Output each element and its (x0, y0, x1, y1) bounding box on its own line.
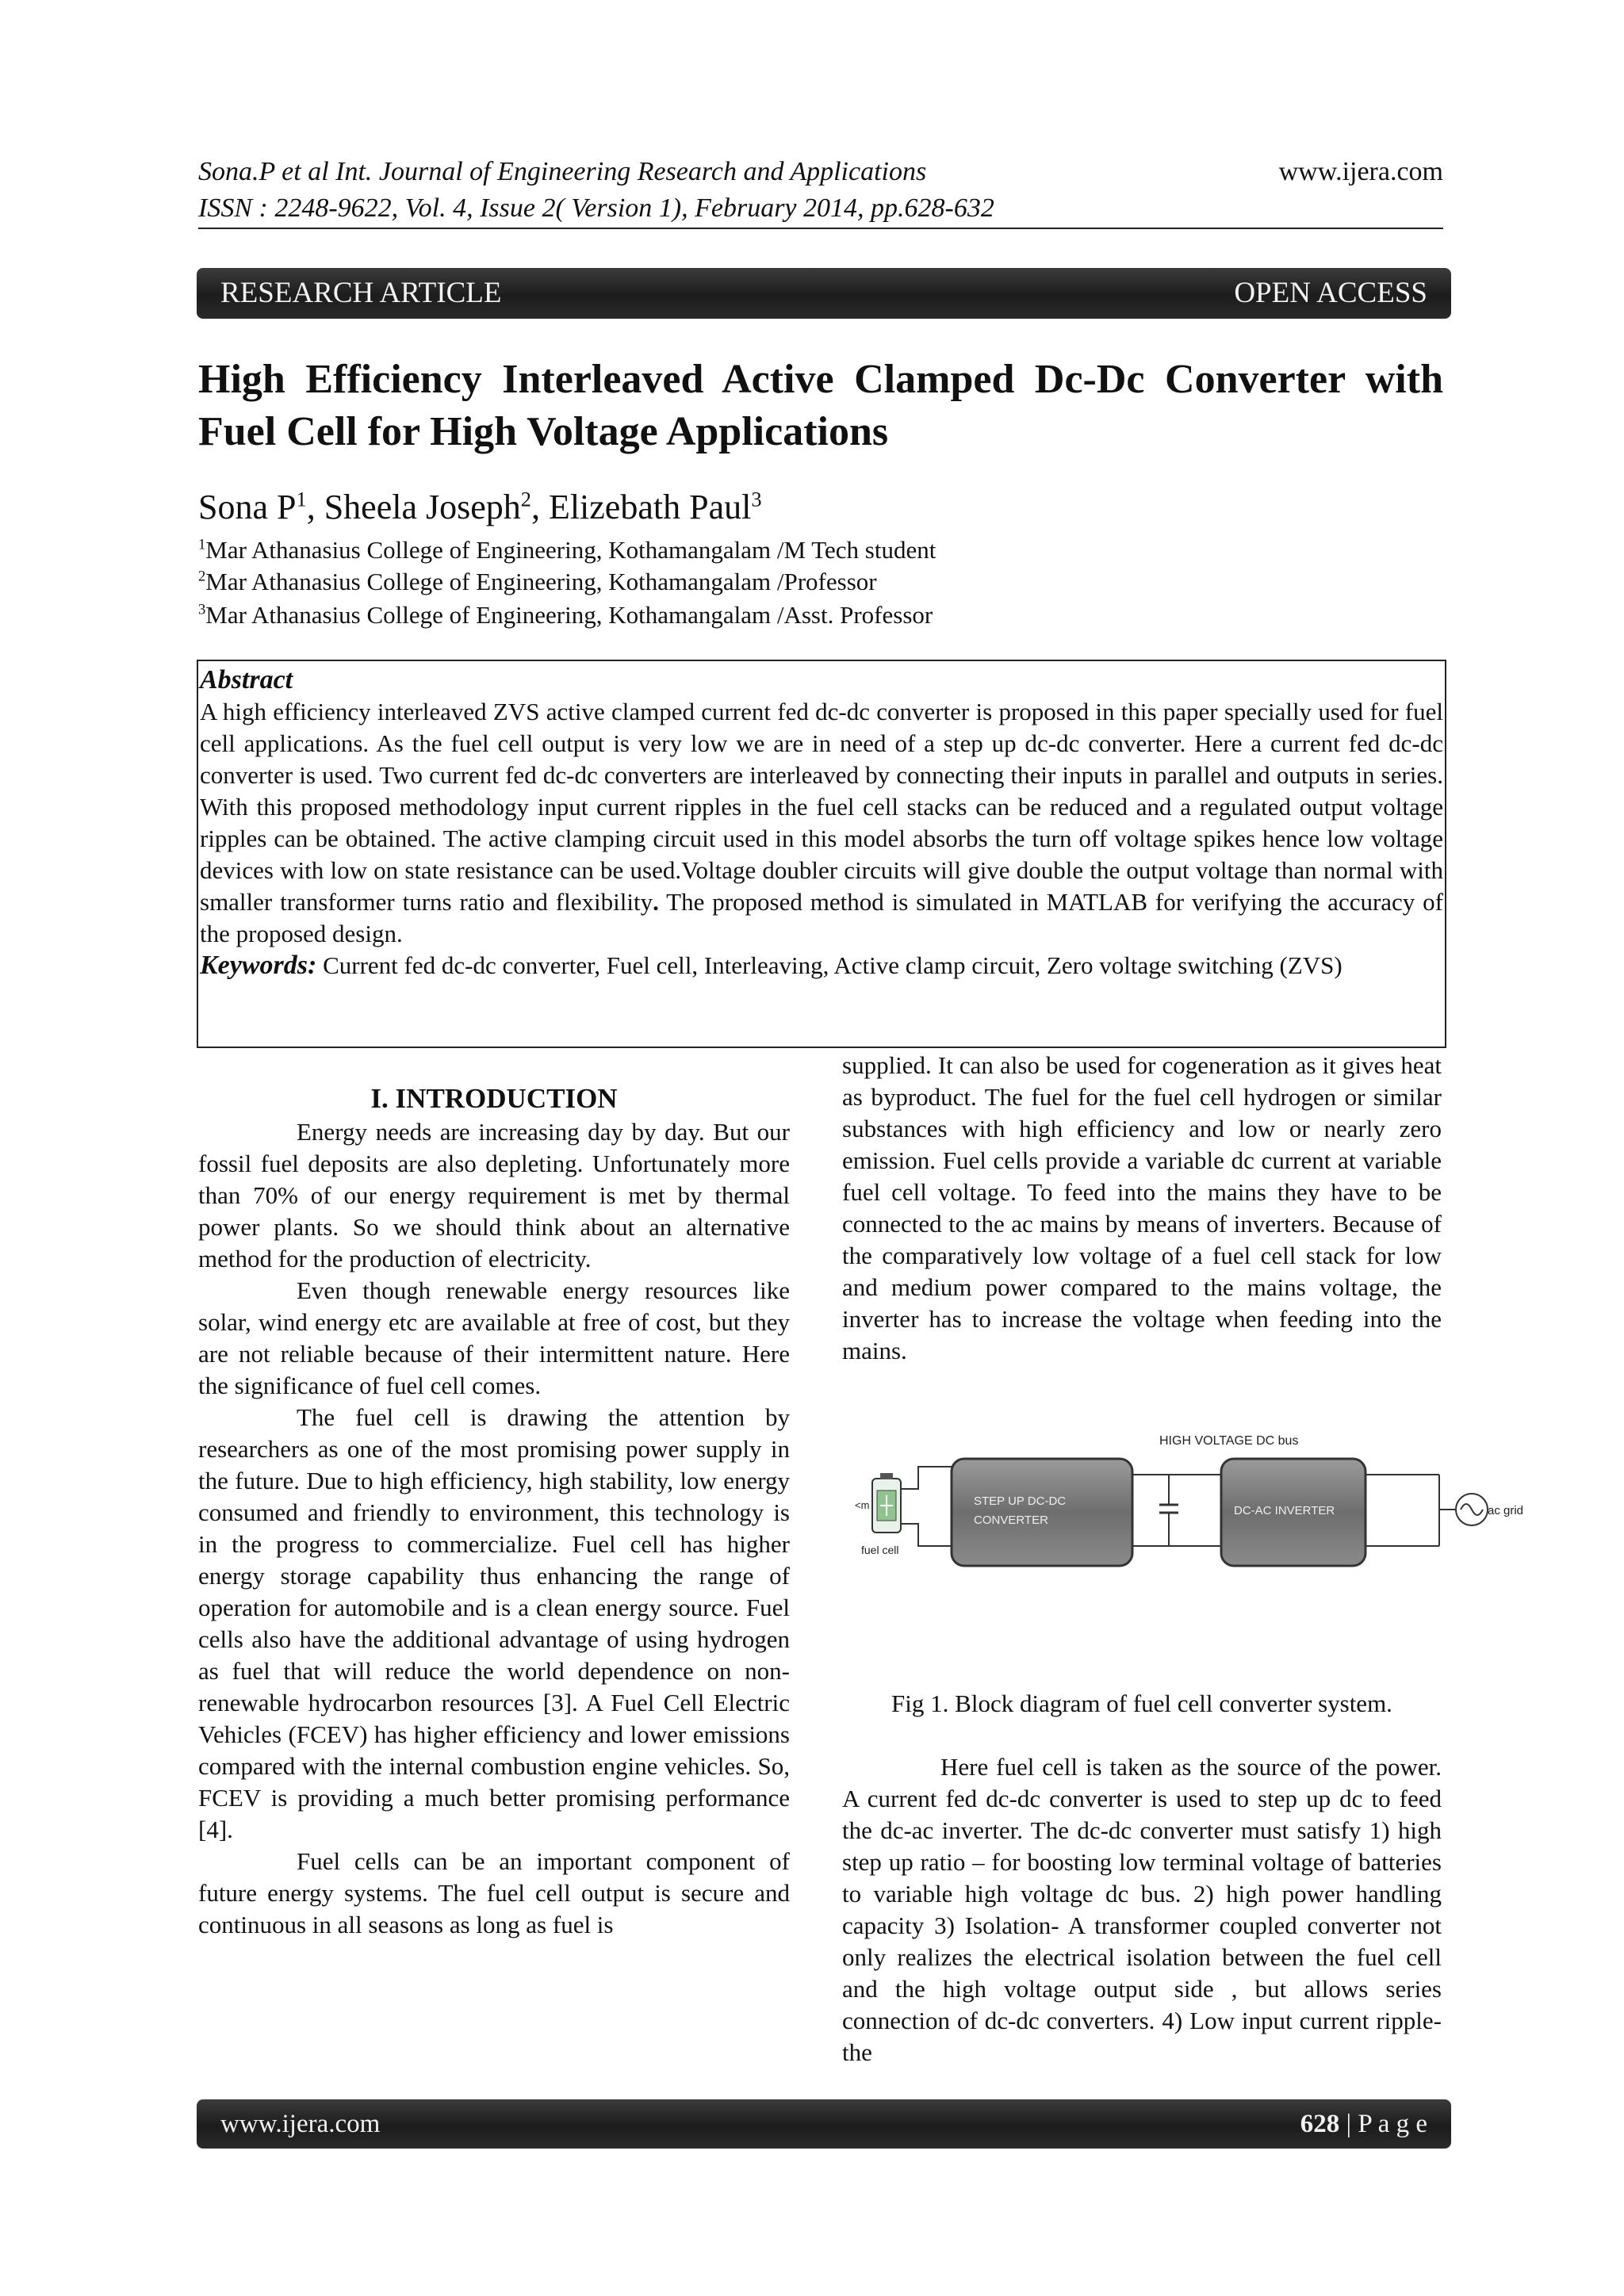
fuel-cell-icon (872, 1473, 901, 1533)
affiliation: $^1$Mar Athanasius College of Engineering, Kothamangalam /M Tech student (198, 536, 936, 564)
inverter-label: DC-AC INVERTER (1234, 1504, 1335, 1517)
abstract-heading: Abstract (200, 665, 293, 695)
abstract-body: A high efficiency interleaved ZVS active clamped current fed dc-dc converter is proposed in this paper specially used for fuel cell applications. As the fuel cell output is very low we are in need of a step up dc-dc converter. Here a current fed dc-dc converter is used. Two current fed dc-dc converters are interleaved by connecting their inputs in parallel and outputs in series. With this proposed methodology input current ripples in the fuel cell stacks can be reduced and a regulated output voltage ripples can be obtained. The active clamping circuit used in this model absorbs the turn off voltage spikes hence low voltage devices with low on state resistance can be used.Voltage doubler circuits will give double the output voltage than normal with smaller transformer turns ratio and flexibility. The proposed method is simulated in MATLAB for verifying the accuracy of the proposed design. (200, 698, 1444, 947)
page-word: | P a g e (1339, 2110, 1427, 2138)
page-indicator (1300, 2099, 1427, 2149)
paragraph: Fuel cells can be an important component of future energy systems. The fuel cell output is secure and continuous in all seasons as long as fuel is (198, 1847, 790, 1938)
paragraph: The fuel cell is drawing the attention by researchers as one of the most promising power supply in the future. Due to high efficiency, high stability, low energy consumed and friendly to environment, this technology is in the progress to commercialize. Fuel cell has higher energy storage capability thus enhancing the range of operation for automobile and is a clean energy source. Fuel cells also have the additional advantage of using hydrogen as fuel that will reduce the world dependence on non-renewable hydrocarbon resources [3]. A Fuel Cell Electric Vehicles (FCEV) has higher efficiency and lower emissions compared with the internal combustion engine vehicles. So, FCEV is providing a much better promising performance [4]. (198, 1403, 790, 1843)
keywords: Keywords: Current fed dc-dc converter, Fuel cell, Interleaving, Active clamp circuit, Zero voltage switching (ZVS) (200, 951, 1342, 980)
paper-title: High Efficiency Interleaved Active Clamped Dc-Dc Converter with Fuel Cell for High Voltage Applications (198, 357, 1443, 454)
figure-caption: Fig 1. Block diagram of fuel cell converter system. (891, 1689, 1392, 1717)
paragraph: Energy needs are increasing day by day. But our fossil fuel deposits are also depleting. Unfortunately more than 70% of our energy requirement is met by thermal power plants. So we should think about an alternative method for the production of electricity. (198, 1118, 790, 1272)
block-diagram-figure (848, 1427, 1524, 1633)
issn-line: ISSN : 2248-9622, Vol. 4, Issue 2( Version 1), February 2014, pp.628-632 (198, 193, 994, 223)
header-rule (198, 228, 1443, 229)
bus-capacitor (1159, 1475, 1178, 1546)
right-column-top (842, 1050, 1442, 1367)
converter-label: STEP UP DC-DC (974, 1494, 1067, 1508)
page-number: 628 (1300, 2110, 1340, 2138)
right-column-bottom (842, 1751, 1442, 2068)
ac-source-icon (1456, 1494, 1488, 1525)
journal-line: Sona.P et al Int. Journal of Engineering Research and Applications (198, 157, 927, 186)
section-heading-introduction: I. INTRODUCTION (370, 1083, 618, 1114)
author: Sheela Joseph$^2$, (324, 487, 549, 526)
affiliation: $^3$Mar Athanasius College of Engineering, Kothamangalam /Asst. Professor (198, 601, 933, 629)
author: Sona $P^1$, (198, 487, 324, 526)
research-article-label: RESEARCH ARTICLE (220, 277, 502, 309)
left-column (198, 1116, 790, 1941)
author: Elizebath Paul$^3$ (548, 487, 762, 526)
abstract-box (197, 660, 1446, 1048)
paragraph: supplied. It can also be used for cogeneration as it gives heat as byproduct. The fuel for the fuel cell hydrogen or similar substances with high efficiency and low or nearly zero emission. Fuel cells provide a variable dc current at variable fuel cell voltage. To feed into the mains they have to be connected to the ac mains by means of inverters. Because of the comparatively low voltage of a fuel cell stack for low and medium power compared to the mains voltage, the inverter has to increase the voltage when feeding into the mains. (842, 1051, 1442, 1364)
cell-mark: <m (855, 1499, 870, 1511)
grid-label: ac grid (1488, 1504, 1524, 1517)
author-list (198, 485, 762, 530)
paragraph: Even though renewable energy resources like solar, wind energy etc are available at free of cost, but they are not reliable because of their intermittent nature. Here the significance of fuel cell comes. (198, 1276, 790, 1399)
footer-bar (197, 2099, 1451, 2149)
paragraph: Here fuel cell is taken as the source of the power. A current fed dc-dc converter is used to step up dc to feed the dc-ac inverter. The dc-dc converter must satisfy 1) high step up ratio – for boosting low terminal voltage of batteries to variable high voltage dc bus. 2) high power handling capacity 3) Isolation- A transformer coupled converter not only realizes the electrical isolation between the fuel cell and the high voltage output side , but allows series connection of dc-dc converters. 4) Low input current ripple- the (842, 1753, 1442, 2066)
open-access-label: OPEN ACCESS (1234, 277, 1427, 309)
affiliation: $^2$Mar Athanasius College of Engineering, Kothamangalam /Professor (198, 568, 877, 595)
footer-website: www.ijera.com (220, 2110, 381, 2138)
bus-label: HIGH VOLTAGE DC bus (1159, 1434, 1299, 1448)
converter-label: CONVERTER (974, 1513, 1048, 1527)
fuel-cell-label: fuel cell (861, 1544, 899, 1556)
header-website: www.ijera.com (1278, 157, 1443, 186)
article-banner (197, 268, 1451, 319)
dc-dc-converter-block (952, 1459, 1132, 1566)
running-header (198, 154, 1443, 227)
